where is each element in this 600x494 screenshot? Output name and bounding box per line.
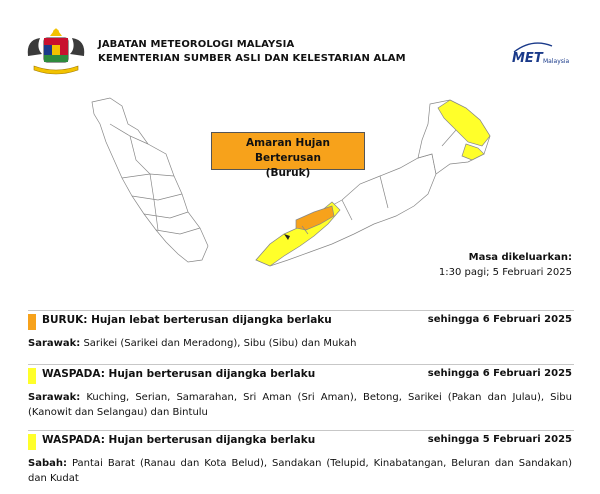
area-list: Pantai Barat (Ranau dan Kota Belud), Sandakan (Telupid, Kinabatangan, Beluran dan Sandakan) dan Kudat [28, 458, 572, 484]
state-name: Sarawak: [28, 392, 81, 403]
area-list: Sarikei (Sarikei dan Meradong), Sibu (Sibu) dan Mukah [83, 338, 357, 349]
section-title: WASPADA: Hujan berterusan dijangka berlaku [42, 368, 316, 380]
east-malaysia [256, 100, 490, 266]
waspada-level-marker [28, 434, 36, 450]
met-malaysia-logo [512, 40, 574, 68]
divider [28, 364, 574, 365]
section-areas [28, 456, 574, 486]
buruk-level-marker [28, 314, 36, 330]
warning-title-box [211, 132, 365, 179]
header [0, 0, 600, 84]
state-name: Sabah: [28, 458, 67, 469]
section-until: sehingga 5 Februari 2025 [427, 434, 572, 445]
section-areas [28, 336, 574, 351]
logo-text: MET [512, 51, 543, 66]
waspada-level-marker [28, 368, 36, 384]
divider [28, 430, 574, 431]
organization-name [98, 38, 406, 66]
issued-time [439, 250, 572, 280]
divider [28, 310, 574, 311]
warning-map [70, 84, 500, 284]
issued-label: Masa dikeluarkan: [468, 252, 572, 263]
area-list: Kuching, Serian, Samarahan, Sri Aman (Sri Aman), Betong, Sarikei (Pakan dan Julau), Sibu (Kanowit dan Selangau) dan Bintulu [28, 392, 572, 418]
section-until: sehingga 6 Februari 2025 [427, 368, 572, 379]
section-until: sehingga 6 Februari 2025 [427, 314, 572, 325]
peninsular-malaysia [92, 98, 208, 262]
warning-section-waspada-sarawak [28, 364, 574, 420]
org-line-1: JABATAN METEOROLOGI MALAYSIA [98, 39, 295, 50]
state-name: Sarawak: [28, 338, 81, 349]
coat-of-arms-icon [24, 26, 88, 76]
logo-sub: Malaysia [543, 58, 570, 65]
section-title: BURUK: Hujan lebat berterusan dijangka berlaku [42, 314, 332, 326]
org-line-2: KEMENTERIAN SUMBER ASLI DAN KELESTARIAN ALAM [98, 53, 406, 64]
warning-section-waspada-sabah [28, 430, 574, 486]
section-areas [28, 390, 574, 420]
warning-title-line-1: Amaran Hujan Berterusan [246, 137, 330, 164]
issued-value: 1:30 pagi; 5 Februari 2025 [438, 267, 572, 278]
warning-section-buruk [28, 310, 574, 351]
section-title: WASPADA: Hujan berterusan dijangka berlaku [42, 434, 316, 446]
warning-title-line-2: (Buruk) [265, 167, 311, 179]
